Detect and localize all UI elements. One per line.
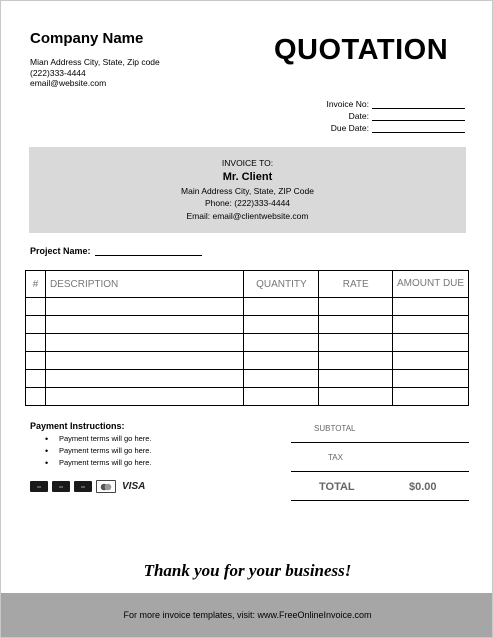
client-phone: Phone: (222)333-4444 xyxy=(204,198,291,208)
number-cell[interactable] xyxy=(26,316,46,334)
amount-cell[interactable] xyxy=(393,334,469,352)
quantity-cell[interactable] xyxy=(244,298,319,316)
line-items-table xyxy=(25,270,469,406)
col-rate-header: RATE xyxy=(319,271,393,298)
rate-cell[interactable] xyxy=(319,316,393,334)
quantity-cell[interactable] xyxy=(244,334,319,352)
col-quantity-header: QUANTITY xyxy=(244,271,319,298)
amount-cell[interactable] xyxy=(393,388,469,406)
company-email: email@website.com xyxy=(30,78,107,88)
rate-cell[interactable] xyxy=(319,298,393,316)
bill-to-box xyxy=(29,147,466,233)
description-cell[interactable] xyxy=(45,370,243,388)
amex-card-icon: ▭ xyxy=(30,481,48,492)
description-cell[interactable] xyxy=(45,352,243,370)
description-cell[interactable] xyxy=(45,298,243,316)
due-date-row xyxy=(301,122,465,133)
rate-cell[interactable] xyxy=(319,370,393,388)
description-cell[interactable] xyxy=(45,334,243,352)
project-name-field[interactable] xyxy=(95,245,202,256)
footer-text: For more invoice templates, visit: www.FreeOnlineInvoice.com xyxy=(123,610,372,620)
rate-cell[interactable] xyxy=(319,352,393,370)
table-row xyxy=(26,334,469,352)
visa-card-logo: VISA xyxy=(122,481,146,492)
rate-cell[interactable] xyxy=(319,334,393,352)
subtotal-line xyxy=(291,442,469,443)
payment-cards xyxy=(30,480,145,493)
payment-term-item: • Payment terms will go here. xyxy=(45,445,152,457)
amount-cell[interactable] xyxy=(393,370,469,388)
date-row xyxy=(301,110,465,121)
table-header-row xyxy=(26,271,469,298)
table-row xyxy=(26,298,469,316)
tax-line xyxy=(291,471,469,472)
project-label: Project Name: xyxy=(30,246,91,256)
col-description-header: DESCRIPTION xyxy=(45,271,243,298)
payment-instructions-title: Payment Instructions: xyxy=(30,421,125,431)
rate-cell[interactable] xyxy=(319,388,393,406)
description-cell[interactable] xyxy=(45,316,243,334)
total-line xyxy=(291,500,469,501)
date-field[interactable] xyxy=(372,111,465,121)
client-email: Email: email@clientwebsite.com xyxy=(186,210,309,221)
table-row xyxy=(26,316,469,334)
due-date-field[interactable] xyxy=(372,123,465,133)
table-row xyxy=(26,352,469,370)
number-cell[interactable] xyxy=(26,388,46,406)
footer-bar xyxy=(1,593,493,638)
amount-cell[interactable] xyxy=(393,352,469,370)
payment-term-item: • Payment terms will go here. xyxy=(45,433,152,445)
table-row xyxy=(26,388,469,406)
client-name: Mr. Client xyxy=(222,170,273,183)
description-cell[interactable] xyxy=(45,388,243,406)
discover-card-icon: ▭ xyxy=(74,481,92,492)
number-cell[interactable] xyxy=(26,298,46,316)
project-row xyxy=(30,245,202,256)
number-cell[interactable] xyxy=(26,352,46,370)
thank-you-message: Thank you for your business! xyxy=(143,561,352,580)
subtotal-label: SUBTOTAL xyxy=(314,424,356,433)
number-cell[interactable] xyxy=(26,334,46,352)
number-cell[interactable] xyxy=(26,370,46,388)
quantity-cell[interactable] xyxy=(244,370,319,388)
total-value: $0.00 xyxy=(409,481,437,493)
quantity-cell[interactable] xyxy=(244,352,319,370)
date-label: Date: xyxy=(348,111,369,121)
col-amount-due-header: AMOUNT DUE xyxy=(393,271,469,298)
invoice-no-row xyxy=(301,98,465,109)
payment-term-item: • Payment terms will go here. xyxy=(45,457,152,469)
table-row xyxy=(26,370,469,388)
col-number-header: # xyxy=(26,271,46,298)
company-address: Mian Address City, State, Zip code xyxy=(30,57,160,67)
amount-cell[interactable] xyxy=(393,298,469,316)
company-name: Company Name xyxy=(30,30,144,47)
quantity-cell[interactable] xyxy=(244,316,319,334)
invoice-no-field[interactable] xyxy=(372,99,465,109)
client-address: Main Address City, State, ZIP Code xyxy=(181,185,314,196)
total-label: TOTAL xyxy=(319,481,355,493)
invoice-no-label: Invoice No: xyxy=(326,99,369,109)
paypal-card-icon: ▭ xyxy=(52,481,70,492)
tax-label: TAX xyxy=(328,453,343,462)
due-date-label: Due Date: xyxy=(330,123,369,133)
payment-terms-list xyxy=(45,433,152,469)
quantity-cell[interactable] xyxy=(244,388,319,406)
mastercard-card-icon xyxy=(96,480,116,493)
bill-to-label: INVOICE TO: xyxy=(221,158,274,168)
document-title: QUOTATION xyxy=(274,34,449,66)
company-phone: (222)333-4444 xyxy=(30,68,86,78)
amount-cell[interactable] xyxy=(393,316,469,334)
